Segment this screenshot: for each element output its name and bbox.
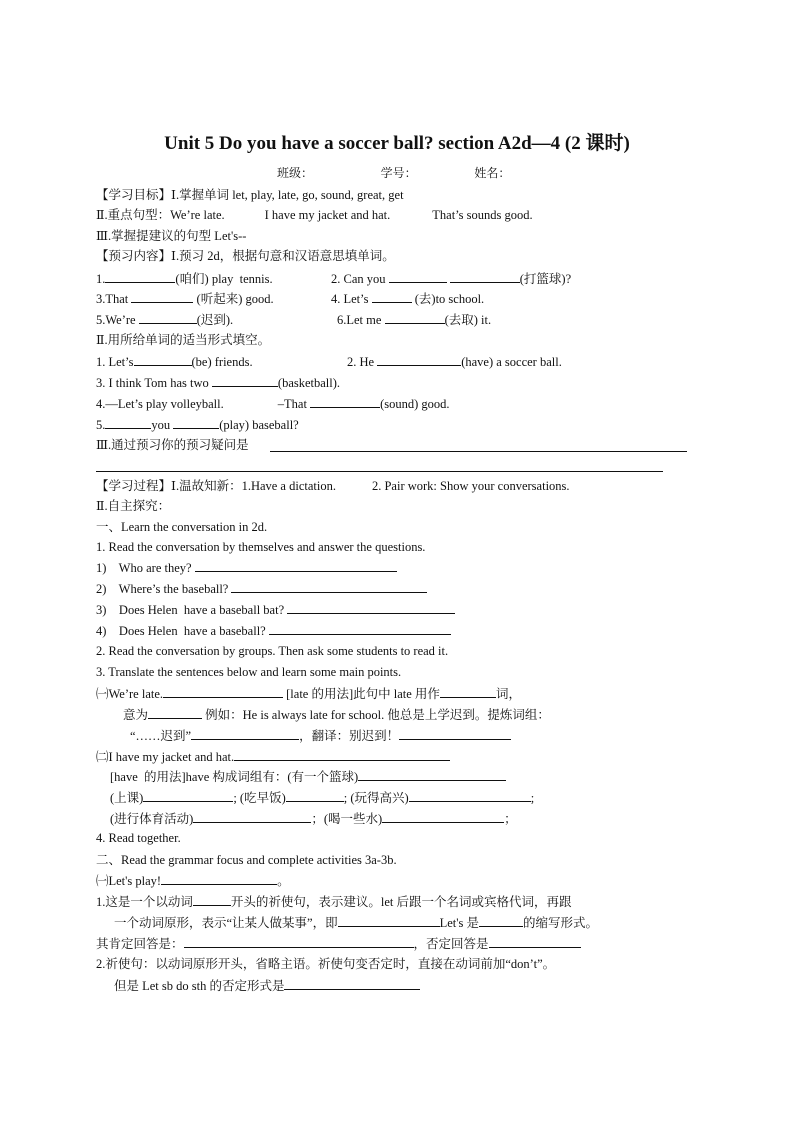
q-text: 其肯定回答是： [96,937,184,951]
q-text: 例如：He is always late for school. 他总是上学迟到。提炼词组： [205,708,550,722]
q-text: ㈠Let's play! [96,874,162,888]
q-text: (迟到). [196,313,234,327]
q-text: 1) Who are they? [96,561,192,575]
answer-blank[interactable] [338,914,440,927]
q-text: (听起来) good. [196,292,274,306]
q-text: ，否定回答是 [413,937,489,951]
q-text: (进行体育活动) [110,812,194,826]
step-1: 1. Read the conversation by themselves and answer the questions. [96,540,426,554]
goals-line-1: 【学习目标】Ⅰ.掌握单词 let, play, late, go, sound, great, get [96,188,404,202]
goal-sentence-2: I have my jacket and hat. [264,208,391,222]
answer-blank[interactable] [450,270,520,283]
q-text: 的缩写形式。 [523,916,599,930]
translate-1-line-3 [130,727,511,744]
answer-blank[interactable] [184,935,414,948]
q-text: ㈡I have my jacket and hat. [96,750,235,764]
preview-p5 [96,416,299,433]
grammar-1-line-1 [96,893,572,910]
preview-p4 [96,395,450,412]
q-text: Ⅲ.通过预习你的预习疑问是 [96,438,249,452]
answer-blank[interactable] [399,727,511,740]
q-text: ; (吃早饭) [233,791,286,805]
preview-heading: 【预习内容】Ⅰ.预习 2d，根据句意和汉语意思填单词。 [96,249,395,263]
answer-blank[interactable] [284,977,420,990]
answer-blank[interactable] [234,748,450,761]
q-text: 3. I think Tom has two [96,376,209,390]
q-text: 2) Where’s the baseball? [96,582,229,596]
preview-q1 [96,270,273,287]
answer-blank[interactable] [389,270,447,283]
q-text: 一个动词原形，表示“让某人做某事”，即 [114,916,338,930]
answer-blank[interactable] [105,270,175,283]
answer-blank[interactable] [385,311,445,324]
q-text: ㈠We’re late. [96,687,164,701]
q-text: (去取) it. [444,313,492,327]
answer-blank[interactable] [148,706,202,719]
q-text: 4.—Let’s play volleyball. [96,397,224,411]
q-text: 4) Does Helen have a baseball? [96,624,266,638]
grammar-2-line-2 [114,977,420,994]
q-text: ； [504,812,517,826]
answer-blank[interactable] [143,789,233,802]
q-text: 5.We’re [96,313,136,327]
preview-p1 [96,353,253,370]
answer-blank[interactable] [358,768,506,781]
answer-blank[interactable] [161,872,277,885]
q-text: 1.这是一个以动词 [96,895,193,909]
process-heading [96,478,570,494]
answer-blank[interactable] [193,810,311,823]
q-text: 2. Can you [331,272,386,286]
step-2: 2. Read the conversation by groups. Then ask some students to read it. [96,644,449,658]
part-one-heading: 一、Learn the conversation in 2d. [96,520,268,534]
translate-2-line-1 [96,748,450,765]
name-label: 姓名： [474,166,511,180]
q-text: 意为 [123,708,149,722]
translate-2-line-4 [110,810,517,827]
q-text: 词， [495,687,521,701]
answer-blank[interactable] [440,685,496,698]
preview-p3 [96,374,340,391]
q-text: (be) friends. [191,355,253,369]
answer-blank[interactable] [173,416,219,429]
answer-blank[interactable] [287,601,455,614]
answer-blank[interactable] [382,810,504,823]
preview-q2 [331,270,571,287]
answer-blank[interactable] [231,580,427,593]
q-text: ; (玩得高兴) [343,791,409,805]
q-text: (上课) [110,791,144,805]
q-text: (have) a soccer ball. [461,355,562,369]
q-text: (去)to school. [414,292,485,306]
q-number: 1. [96,272,106,286]
question-1 [96,559,397,576]
q-text: ，翻译：别迟到！ [299,729,400,743]
q-text: (play) baseball? [219,418,299,432]
q-text: Let's 是 [439,916,480,930]
answer-blank[interactable] [195,559,397,572]
answer-blank[interactable] [131,290,193,303]
q-text: “……迟到” [130,729,192,743]
process-text: 2. Pair work: Show your conversations. [371,479,570,493]
header-fields [277,165,510,181]
q-text: 4. Let’s [331,292,369,306]
q-text: 但是 Let sb do sth 的否定形式是 [114,979,285,993]
self-explore-heading: Ⅱ.自主探究： [96,499,171,513]
answer-blank[interactable] [163,685,283,698]
goal-sentence-3: That’s sounds good. [432,208,533,222]
answer-blank[interactable] [212,374,278,387]
preview-p2 [347,353,562,370]
translate-1-line-2 [123,706,550,723]
q-text: 6.Let me [337,313,382,327]
answer-blank[interactable] [489,935,581,948]
preview-q5 [96,311,233,328]
answer-blank[interactable] [191,727,299,740]
q-text: 2. He [347,355,375,369]
translate-2-line-3 [110,789,534,806]
part-two-heading: 二、Read the grammar focus and complete activities 3a-3b. [96,853,397,867]
q-text: [late 的用法]此句中 late 用作 [286,687,440,701]
answer-blank[interactable] [269,622,451,635]
grammar-1-line-3 [96,935,581,952]
answer-blank[interactable] [409,789,531,802]
translate-2-line-2 [110,768,506,785]
answer-blank[interactable] [377,353,461,366]
q-text: 。 [277,874,290,888]
translate-1-line-1 [96,685,521,702]
question-3 [96,601,455,618]
preview-q6 [337,311,491,328]
answer-blank[interactable] [134,353,192,366]
question-2 [96,580,427,597]
q-text: ；(喝一些水) [311,812,383,826]
q-text: 3.That [96,292,129,306]
goals-line-3: Ⅲ.掌握提建议的句型 Let's-- [96,229,247,243]
q-text: 开头的祈使句，表示建议。let 后跟一个名词或宾格代词，再跟 [230,895,572,909]
preview-q3 [96,290,274,307]
q-text: ; [530,791,535,805]
q-text: you [151,418,171,432]
q-text: –That [277,397,307,411]
step-4: 4. Read together. [96,831,181,845]
grammar-2-line-1: 2.祈使句：以动词原形开头，省略主语。祈使句变否定时，直接在动词前加“don’t”。 [96,957,556,971]
page-title: Unit 5 Do you have a soccer ball? section A2d—4 (2 课时) [164,133,630,154]
goals-line-2 [96,207,533,223]
answer-blank[interactable] [105,416,151,429]
question-write-line[interactable] [270,451,687,452]
step-3: 3. Translate the sentences below and learn some main points. [96,665,402,679]
q-text: 5. [96,418,106,432]
answer-blank[interactable] [139,311,197,324]
answer-blank[interactable] [193,893,231,906]
preview-q4 [331,290,484,307]
q-text: (打篮球)? [519,272,572,286]
class-label: 班级： [277,166,314,180]
process-text: 【学习过程】Ⅰ.温故知新：1.Have a dictation. [96,479,336,493]
answer-blank[interactable] [286,789,344,802]
question-4 [96,622,451,639]
answer-blank[interactable] [372,290,412,303]
q-text: (basketball). [277,376,341,390]
grammar-1-line-2 [114,914,598,931]
q-text: [have 的用法]have 构成词组有：(有一个篮球) [110,770,359,784]
q-text: 1. Let’s [96,355,134,369]
q-text: 3) Does Helen have a baseball bat? [96,603,285,617]
student-number-label: 学号： [380,166,417,180]
preview-section-2: Ⅱ.用所给单词的适当形式填空。 [96,333,271,347]
preview-section-3 [96,437,249,453]
answer-blank[interactable] [479,914,523,927]
goal-sentence-1: Ⅱ.重点句型：We’re late. [96,208,225,222]
q-text: (sound) good. [380,397,450,411]
q-text: (咱们) play tennis. [175,272,273,286]
question-write-line[interactable] [96,471,663,472]
lets-play-line [96,872,290,889]
answer-blank[interactable] [310,395,380,408]
